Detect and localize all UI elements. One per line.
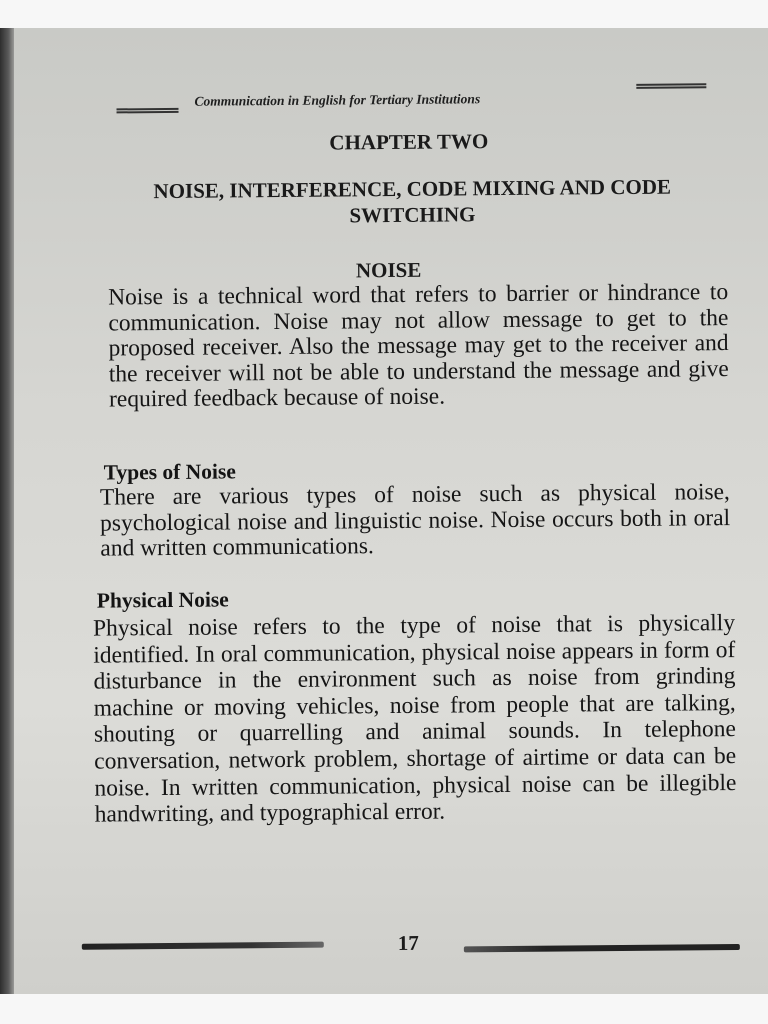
chapter-title: NOISE, INTERFERENCE, CODE MIXING AND CODE SWITCHING xyxy=(153,174,672,228)
running-header: Communication in English for Tertiary Institutions xyxy=(194,91,481,109)
subheading-physical-noise: Physical Noise xyxy=(96,587,229,613)
paragraph-types-of-noise: There are various types of noise such as physical noise, psychological noise and linguistic noise. Noise occurs both in oral and written communications. xyxy=(99,479,731,562)
chapter-label: CHAPTER TWO xyxy=(329,129,489,155)
page-content xyxy=(14,28,768,994)
paragraph-noise: Noise is a technical word that refers to barrier or hindrance to communication. Noise may not allow message to get to the proposed receiver. Also the message may get to the receiver and the receiver will not be able to understand the message and give required feedback because of noise. xyxy=(108,279,729,413)
header-rule-right xyxy=(636,83,706,89)
page-number: 17 xyxy=(397,930,419,955)
photo-background-bottom xyxy=(0,994,768,1024)
book-page xyxy=(14,28,768,994)
book-spine-shadow xyxy=(0,28,14,994)
photo-background-top xyxy=(0,0,768,28)
header-rule-left xyxy=(117,108,179,114)
paragraph-physical-noise: Physical noise refers to the type of noise that is physically identified. In oral communication, physical noise appears in form of disturbance in the environment such as noise from grinding machine or moving vehicles, noise from people that are talking, shouting or quarrelling and animal sounds. In telephone conversation, network problem, shortage of airtime or data can be noise. In written communication, physical noise can be illegible handwriting, and typographical error. xyxy=(92,610,737,828)
footer-rule-left xyxy=(82,942,324,950)
subheading-types-of-noise: Types of Noise xyxy=(103,459,236,485)
footer-rule-right xyxy=(464,944,740,952)
section-heading-noise: NOISE xyxy=(355,257,422,283)
